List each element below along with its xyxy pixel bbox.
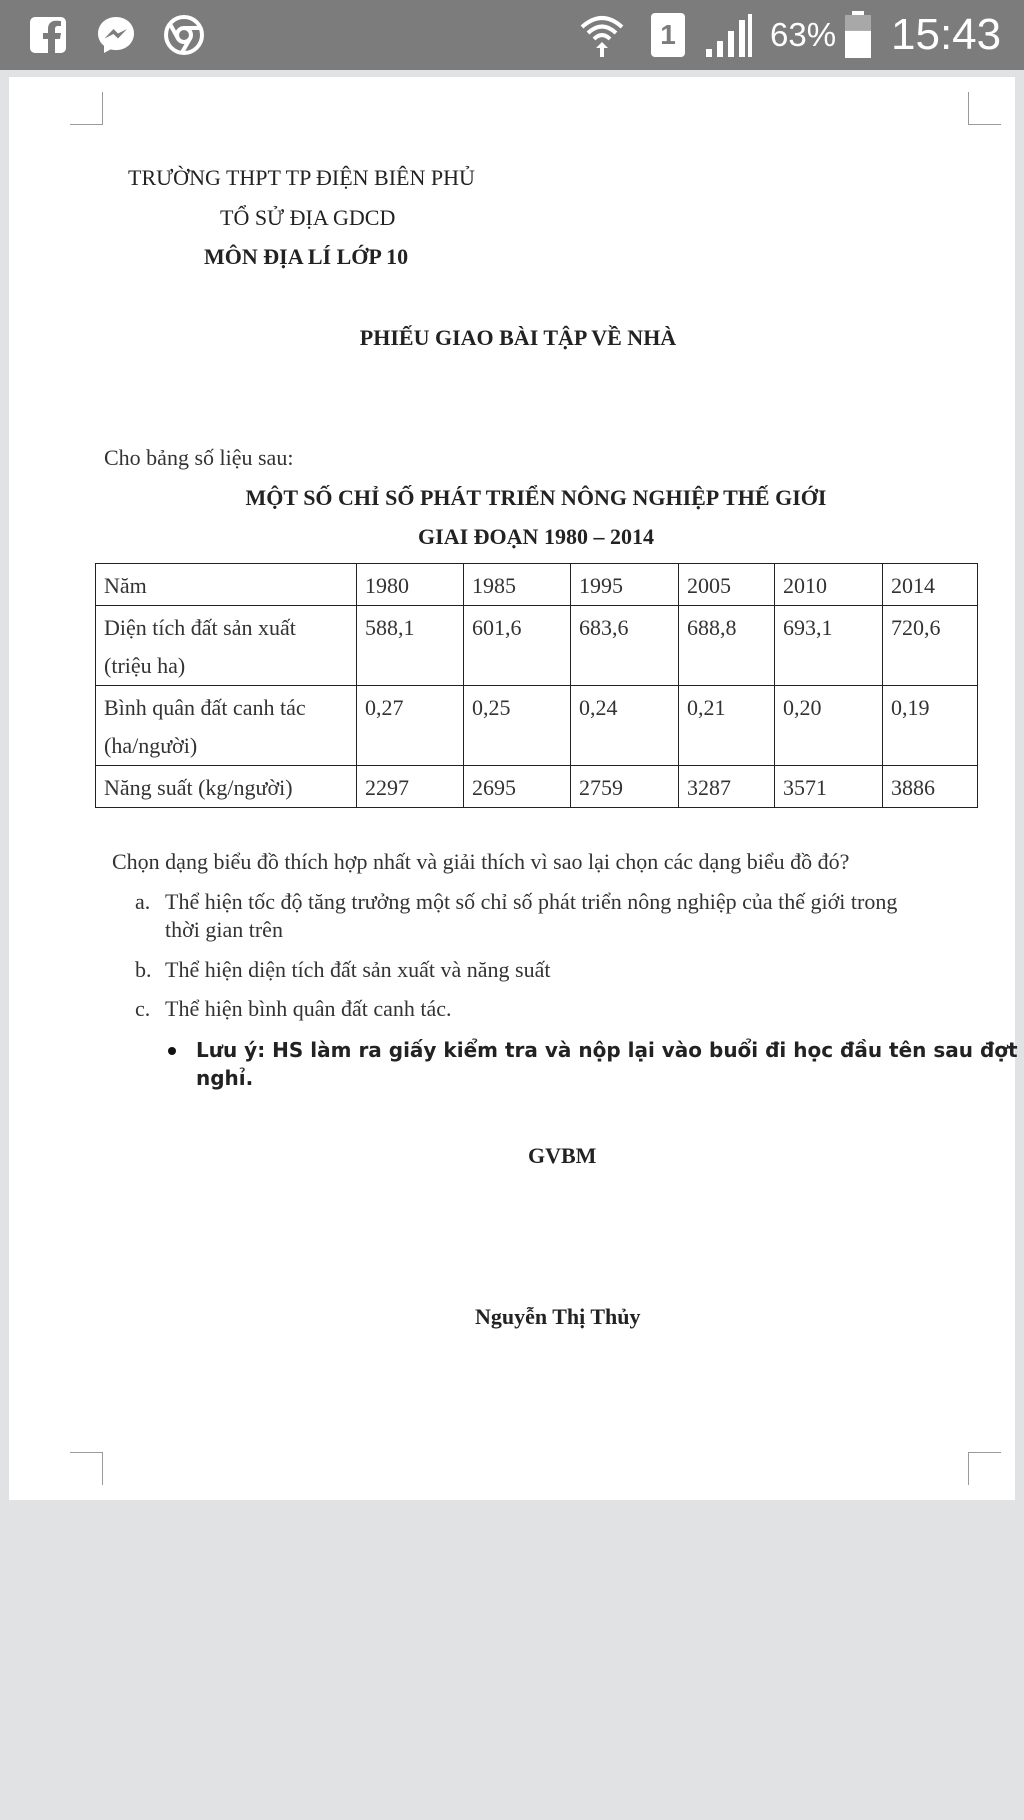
table-cell: 0,20 (775, 686, 883, 766)
table-cell: 0,27 (357, 686, 464, 766)
table-cell: 688,8 (679, 606, 775, 686)
table-row (96, 606, 978, 686)
table-header-cell: 1980 (357, 564, 464, 606)
subject-line: MÔN ĐỊA LÍ LỚP 10 (204, 244, 409, 269)
list-item-text: Thể hiện bình quân đất canh tác. (165, 996, 452, 1021)
page-corner-mark (968, 1452, 1001, 1485)
sim-icon (649, 0, 687, 70)
intro-text: Cho bảng số liệu sau: (104, 445, 294, 470)
table-cell: Năng suất (kg/người) (96, 766, 357, 808)
signal-icon (703, 0, 755, 70)
list-marker: b. (135, 957, 152, 982)
list-marker: a. (135, 889, 151, 914)
page-corner-mark (70, 1452, 103, 1485)
table-subtitle: GIAI ĐOẠN 1980 – 2014 (418, 524, 654, 549)
sim-number: 1 (651, 13, 685, 57)
table-row (96, 766, 978, 808)
table-header-cell: 2014 (883, 564, 978, 606)
wifi-icon (578, 0, 626, 70)
note-text: Lưu ý: HS làm ra giấy kiểm tra và nộp lại vào buổi đi học đầu tên sau đợt (196, 1038, 1018, 1062)
department-name: TỔ SỬ ĐỊA GDCD (220, 205, 396, 230)
table-cell: 0,25 (464, 686, 571, 766)
table-header-cell: 1985 (464, 564, 571, 606)
document-title: PHIẾU GIAO BÀI TẬP VỀ NHÀ (359, 325, 677, 350)
table-cell: 3886 (883, 766, 978, 808)
table-header-cell: Năm (96, 564, 357, 606)
facebook-icon[interactable] (26, 0, 70, 70)
table-cell: 2759 (571, 766, 679, 808)
battery-icon (843, 0, 873, 70)
table-cell: 601,6 (464, 606, 571, 686)
note-text: nghỉ. (196, 1066, 254, 1090)
table-row (96, 686, 978, 766)
table-cell: 588,1 (357, 606, 464, 686)
data-table (95, 563, 978, 808)
table-cell: 2695 (464, 766, 571, 808)
chrome-icon[interactable] (162, 0, 206, 70)
table-cell: 720,6 (883, 606, 978, 686)
table-header-row (96, 564, 978, 606)
table-cell: 693,1 (775, 606, 883, 686)
table-cell: 0,21 (679, 686, 775, 766)
signature-title: GVBM (528, 1143, 597, 1168)
table-cell: 683,6 (571, 606, 679, 686)
signature-name: Nguyễn Thị Thủy (475, 1304, 641, 1329)
table-header-cell: 2005 (679, 564, 775, 606)
page-corner-mark (70, 92, 103, 125)
table-header-cell: 2010 (775, 564, 883, 606)
table-cell: 0,24 (571, 686, 679, 766)
list-item (135, 995, 965, 1023)
list-item-text: Thể hiện tốc độ tăng trưởng một số chỉ số phát triển nông nghiệp của thế giới trong (165, 889, 898, 914)
school-name: TRƯỜNG THPT TP ĐIỆN BIÊN PHỦ (128, 165, 475, 190)
table-cell: 2297 (357, 766, 464, 808)
status-time: 15:43 (891, 10, 1002, 59)
list-marker: c. (135, 996, 151, 1021)
battery-fill (845, 31, 871, 58)
battery-percent: 63% (770, 16, 837, 53)
table-cell: 0,19 (883, 686, 978, 766)
messenger-icon[interactable] (94, 0, 138, 70)
list-item-text: Thể hiện diện tích đất sản xuất và năng suất (165, 957, 551, 982)
question-text: Chọn dạng biểu đồ thích hợp nhất và giải thích vì sao lại chọn các dạng biểu đồ đó? (112, 849, 850, 874)
status-bar (0, 0, 1024, 70)
table-header-cell: 1995 (571, 564, 679, 606)
table-cell: 3287 (679, 766, 775, 808)
table-cell: Diện tích đất sản xuất (triệu ha) (96, 606, 357, 686)
list-item (135, 956, 965, 984)
table-cell: 3571 (775, 766, 883, 808)
list-item-text: thời gian trên (165, 917, 283, 942)
list-item (135, 888, 965, 946)
table-cell: Bình quân đất canh tác (ha/người) (96, 686, 357, 766)
table-title: MỘT SỐ CHỈ SỐ PHÁT TRIỂN NÔNG NGHIỆP THẾ GIỚI (245, 485, 827, 510)
bullet-icon (168, 1047, 176, 1055)
page-corner-mark (968, 92, 1001, 125)
